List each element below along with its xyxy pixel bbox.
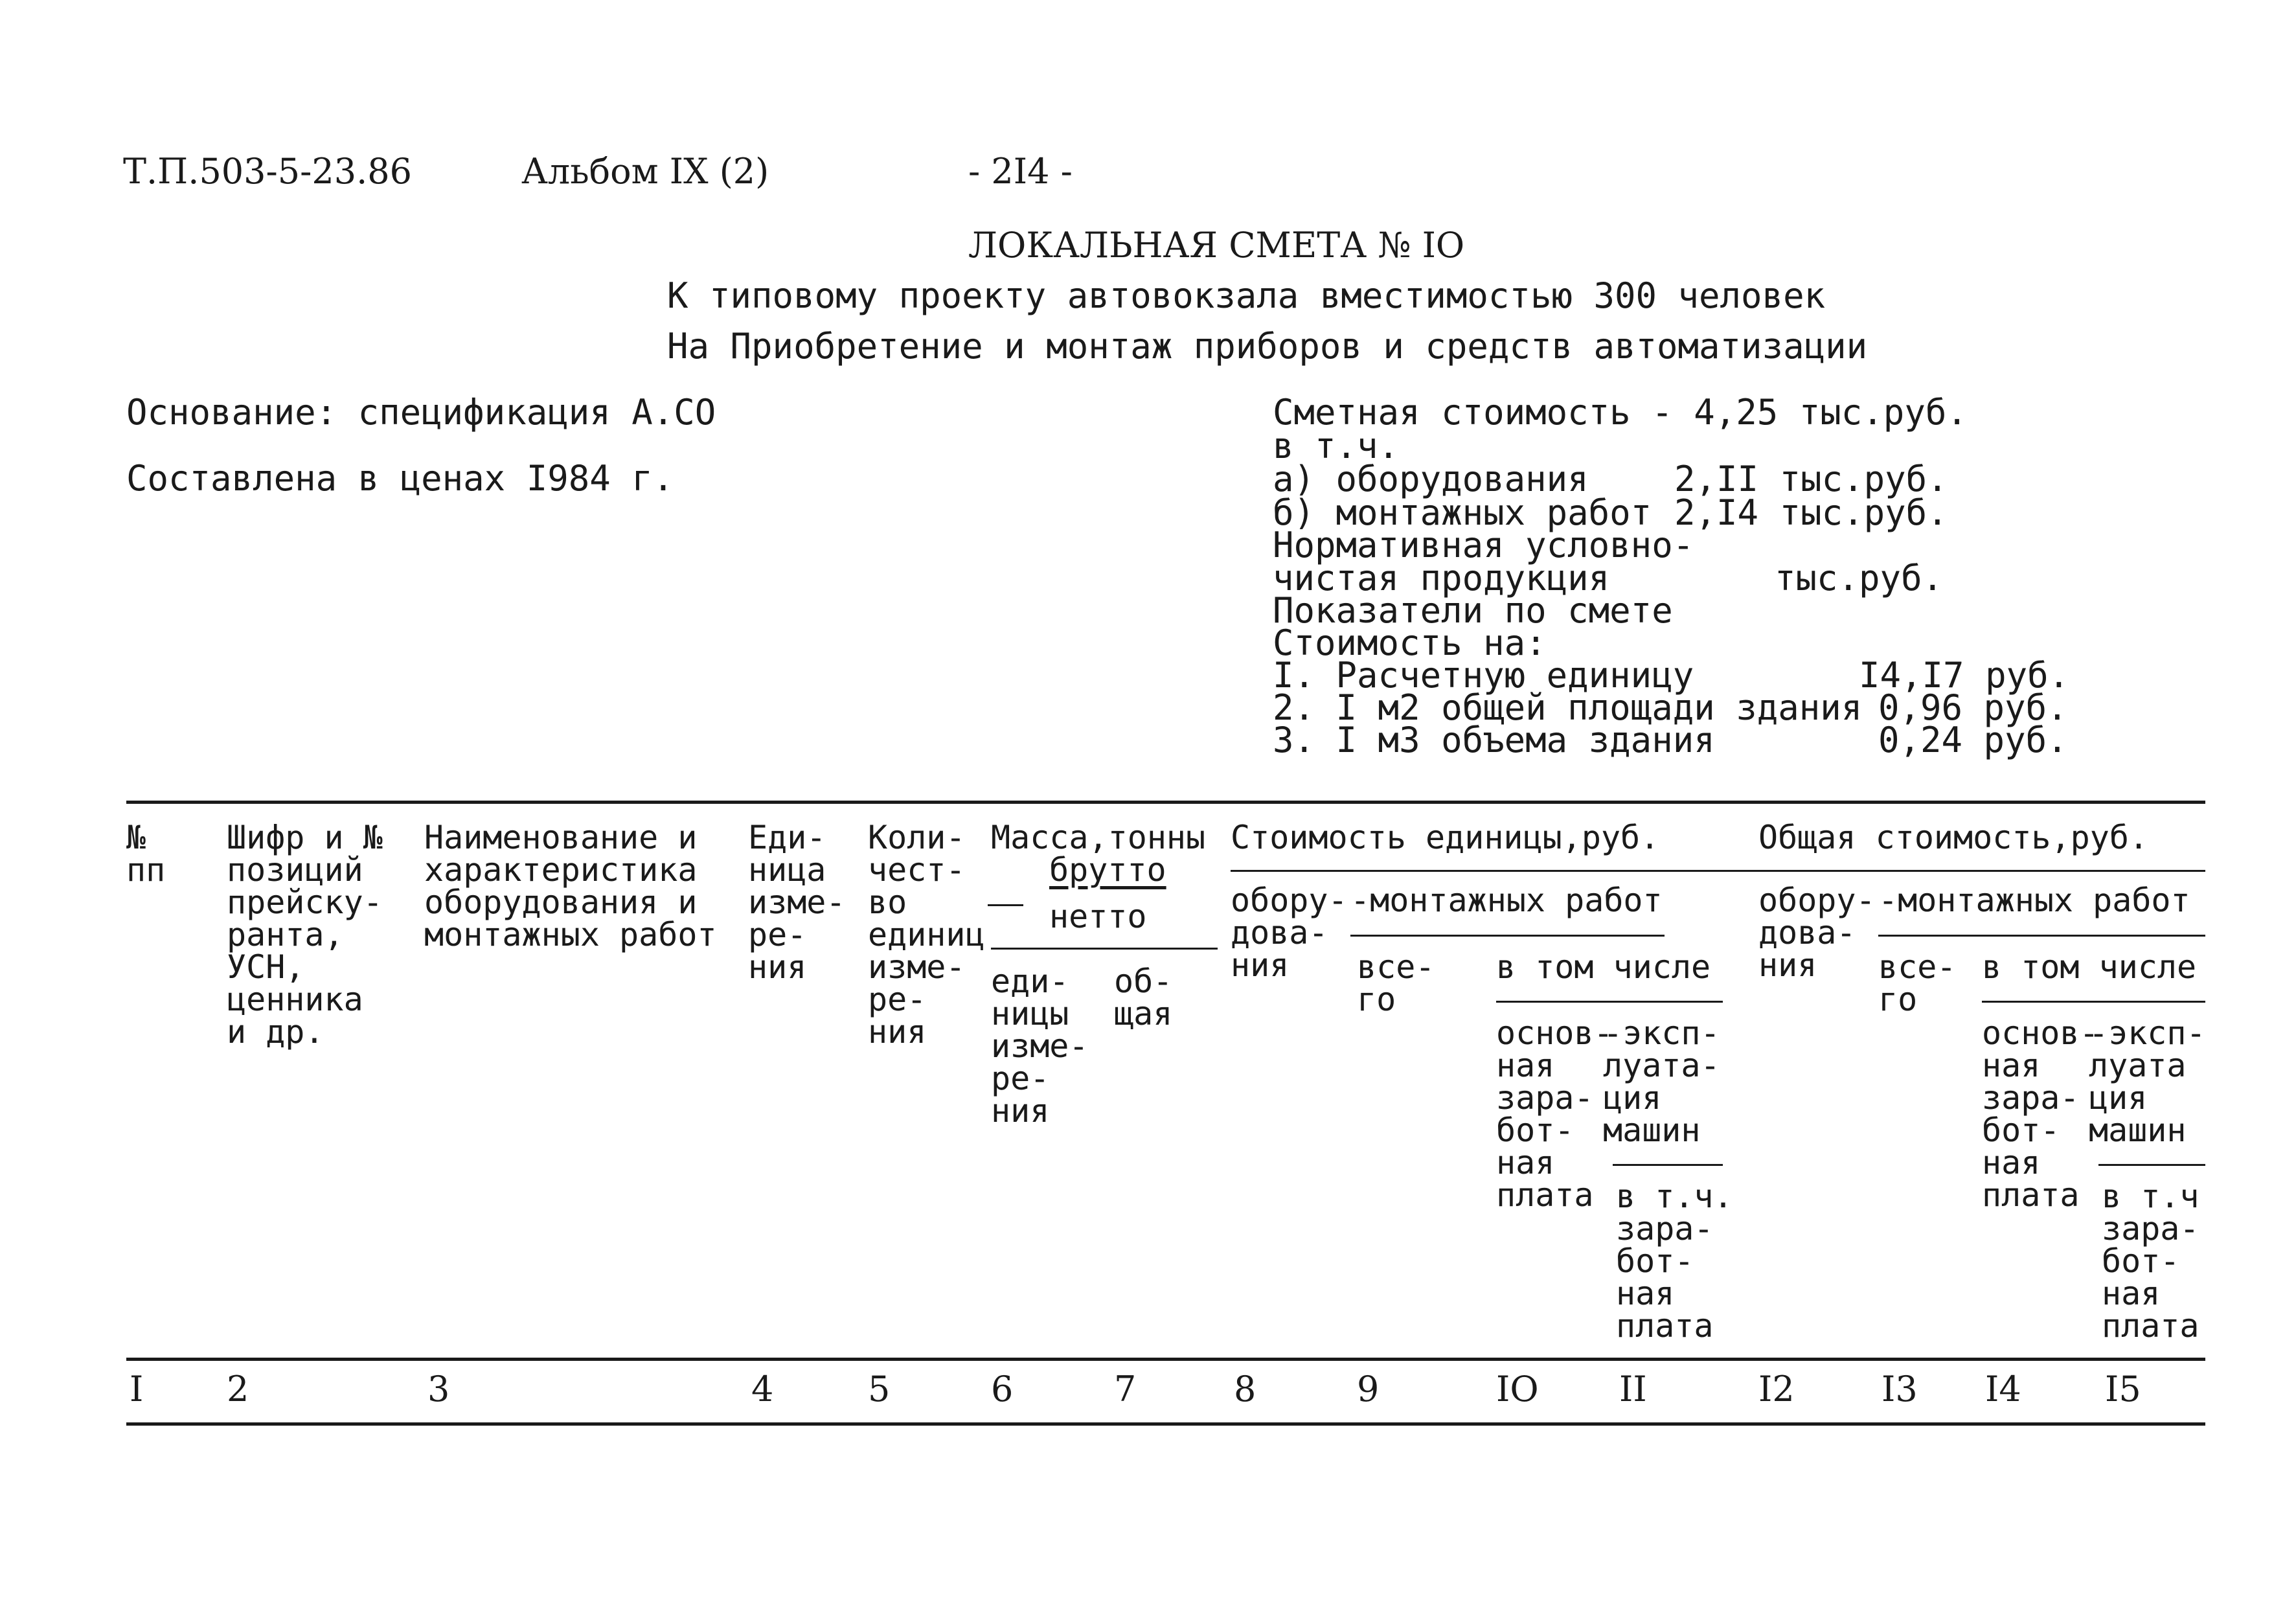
unit-install-total-header: все- го — [1357, 948, 1435, 1018]
total-installation-header: -монтажных работ — [1878, 882, 2190, 919]
column-number: 4 — [751, 1369, 774, 1409]
col-name-header: Наименование и характеристика оборудования и монтажных работ — [424, 819, 717, 953]
column-number: I4 — [1985, 1369, 2021, 1409]
mass-total-header: об- щая — [1114, 963, 1173, 1032]
total-wage-header: основ- ная зара- бот- ная плата — [1982, 1014, 2099, 1214]
unit-incl-header: в том числе — [1496, 948, 1711, 986]
incl-subrule-1 — [1496, 1001, 1723, 1003]
mass-gross-header: брутто — [1049, 851, 1166, 889]
column-number: I2 — [1758, 1369, 1795, 1409]
install-subrule-1 — [1350, 935, 1665, 937]
cost-group-rule — [1231, 870, 2205, 872]
total-equipment-header: обору- дова- ния — [1758, 882, 1876, 984]
equipment-cost-label: а) оборудования — [1273, 459, 1589, 499]
column-number: I3 — [1881, 1369, 1918, 1409]
col-unit-header: Еди- ница изме- ре- ния — [748, 819, 846, 986]
document-code: Т.П.503-5-23.86 — [123, 151, 412, 192]
column-number: 6 — [991, 1369, 1014, 1409]
unit-equipment-header: обору- дова- ния — [1231, 882, 1348, 984]
machine-subrule-1 — [1613, 1164, 1723, 1166]
column-number: 8 — [1234, 1369, 1256, 1409]
mass-group-header: Масса,тонны — [991, 819, 1206, 856]
normative-product-unit: тыс.руб. — [1775, 558, 1944, 598]
total-machine-header: -эксп- луата ция машин — [2089, 1014, 2206, 1149]
column-number: I — [130, 1369, 144, 1409]
column-number: II — [1619, 1369, 1647, 1409]
table-top-rule — [126, 801, 2205, 804]
estimate-subtitle-project: К типовому проекту автовокзала вместимостью 300 человек — [667, 275, 1826, 316]
unit-machine-header: -эксп- луата- ция машин — [1603, 1014, 1720, 1149]
header-bottom-rule — [126, 1358, 2205, 1361]
installation-cost-value: 2,I4 тыс.руб. — [1674, 492, 1948, 533]
mass-qty-rule — [988, 904, 1023, 906]
unit-machine-wage-header: в т.ч. зара- бот- ная плата — [1616, 1178, 1733, 1345]
col-code-header: Шифр и № позиций прейску- ранта, УСН, ценника и др. — [227, 819, 383, 1051]
cost-per-heading: Стоимость на: — [1273, 622, 1547, 663]
indicators-heading: Показатели по смете — [1273, 590, 1673, 631]
install-subrule-2 — [1878, 935, 2205, 937]
normative-product-label: Нормативная условно- — [1273, 525, 1694, 565]
col-quantity-header: Коли- чест- во единиц изме- ре- ния — [868, 819, 985, 1051]
installation-cost-label: б) монтажных работ — [1273, 492, 1652, 533]
album-label: Альбом IX (2) — [521, 151, 769, 192]
equipment-cost-value: 2,II тыс.руб. — [1674, 459, 1948, 499]
indicator-value-2: 0,96 руб. — [1878, 687, 2068, 728]
column-number: 7 — [1114, 1369, 1137, 1409]
indicator-value-3: 0,24 руб. — [1878, 720, 2068, 760]
estimate-title: ЛОКАЛЬНАЯ СМЕТА № IO — [968, 225, 1465, 266]
incl-subrule-2 — [1982, 1001, 2205, 1003]
basis-prices: Составлена в ценах I984 г. — [126, 458, 674, 499]
page-number: - 2I4 - — [968, 151, 1073, 192]
estimate-subtitle-scope: На Приобретение и монтаж приборов и средств автоматизации — [667, 326, 1868, 367]
column-number: 3 — [427, 1369, 450, 1409]
unit-cost-group-header: Стоимость единицы,руб. — [1231, 819, 1660, 856]
unit-installation-header: -монтажных работ — [1350, 882, 1663, 919]
total-cost-group-header: Общая стоимость,руб. — [1758, 819, 2149, 856]
column-number: 5 — [868, 1369, 891, 1409]
column-number: 9 — [1357, 1369, 1380, 1409]
col-number-header: № пп — [126, 819, 166, 889]
column-number: 2 — [227, 1369, 249, 1409]
total-install-total-header: все- го — [1878, 948, 1957, 1018]
column-number: I5 — [2105, 1369, 2141, 1409]
machine-subrule-2 — [2098, 1164, 2205, 1166]
mass-group-rule — [991, 948, 1218, 950]
basis-foundation: Основание: спецификация А.СО — [126, 392, 716, 433]
indicator-value-1: I4,I7 руб. — [1859, 655, 2070, 696]
indicator-label-1: I. Расчетную единицу — [1273, 655, 1694, 696]
column-number: IO — [1496, 1369, 1539, 1409]
cost-incl-label: в т.ч. — [1273, 426, 1400, 466]
mass-net-header: нетто — [1049, 898, 1147, 935]
normative-product-label-2: чистая продукция — [1273, 558, 1610, 598]
numbers-bottom-rule — [126, 1422, 2205, 1426]
unit-wage-header: основ- ная зара- бот- ная плата — [1496, 1014, 1613, 1214]
estimated-cost-total: Сметная стоимость - 4,25 тыс.руб. — [1273, 392, 1968, 433]
mass-per-unit-header: еди- ницы изме- ре- ния — [991, 963, 1089, 1130]
indicator-label-3: 3. I м3 объема здания — [1273, 720, 1715, 760]
total-incl-header: в том числе — [1982, 948, 2197, 986]
total-machine-wage-header: в т.ч зара- бот- ная плата — [2102, 1178, 2199, 1345]
indicator-label-2: 2. I м2 общей площади здания — [1273, 687, 1863, 728]
